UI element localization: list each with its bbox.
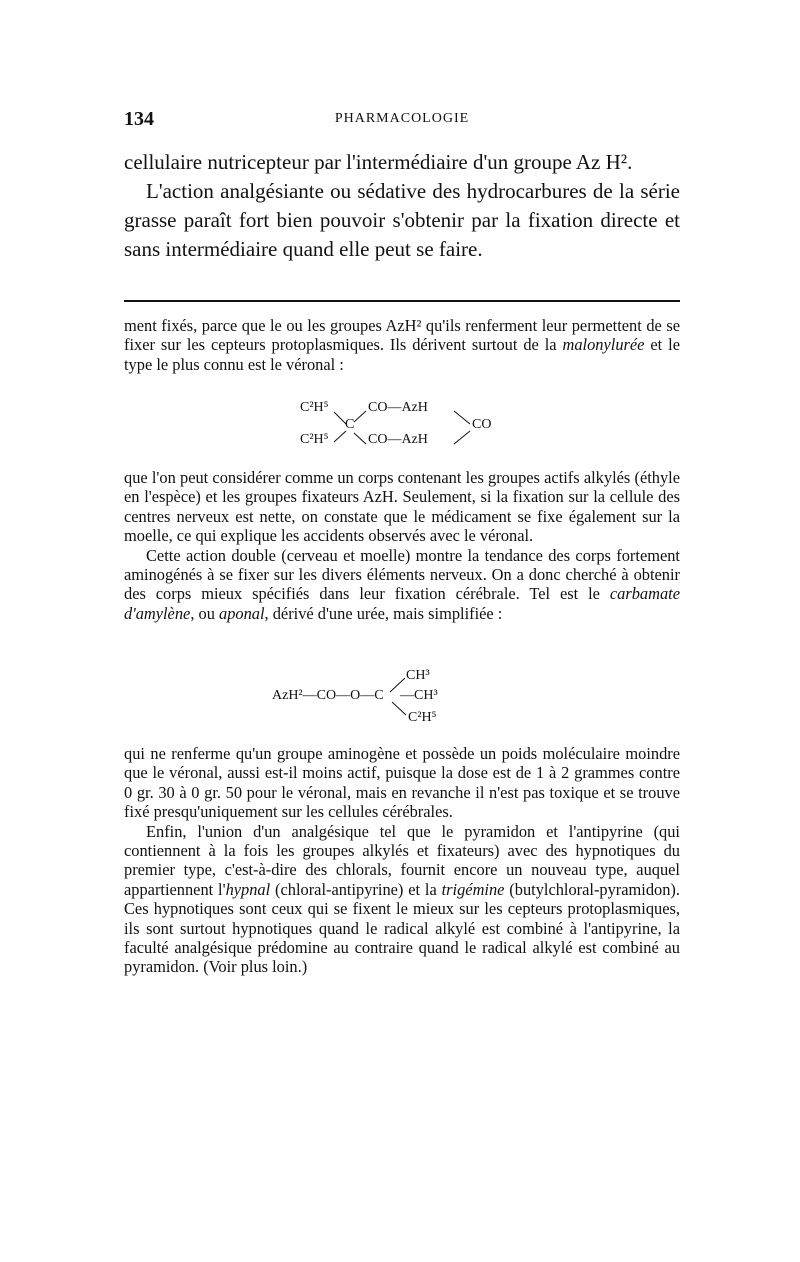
footnote-p1-text-b: et le type le plus connu est le véronal :: [124, 335, 680, 374]
aponal-methyl-middle: —CH³: [400, 688, 438, 703]
footnote-paragraph-4: qui ne renferme qu'un groupe aminogène et possède un poids moléculaire moindre que le véronal, aussi est-il moins actif, puisque la dose est de 1 à 2 grammes contre 0 gr. 30 à 0 gr. 50 pour le véronal, mais en revanche il n'est pas toxique et se trouve fixé presqu'uniquement sur les cellules cérébrales.: [124, 744, 680, 822]
footnote-p5-text-b: (chloral-antipyrine) et la: [270, 879, 442, 899]
footnote-paragraph-5: [124, 822, 680, 977]
veronal-co-azh-top: CO—AzH: [368, 400, 428, 415]
main-paragraph-2: L'action analgésiante ou sédative des hydrocarbures de la série grasse paraît fort bien pouvoir s'obtenir par la fixation directe et sans intermédiaire quand elle peut se faire.: [124, 179, 680, 261]
footnote-block-1: [124, 316, 680, 374]
footnote-p5-text-a: Enfin, l'union d'un analgésique tel que le pyramidon et l'antipyrine (qui contiennent à la fois les groupes alkylés et fixateurs) avec des hypnotiques du premier type, c'est-à-dire des chlorals, fournit encore un nouveau type, auquel appartiennent l': [124, 821, 680, 899]
footnote-p3-text-b: , ou: [190, 603, 219, 623]
footnote-block-3: [124, 744, 680, 977]
main-text: [124, 148, 680, 264]
running-title: PHARMACOLOGIE: [334, 111, 470, 126]
term-aponal: aponal: [219, 603, 265, 623]
veronal-co-right: CO: [472, 417, 492, 432]
footnote-separator: [124, 300, 680, 302]
term-malonyluree: malonylurée: [562, 335, 645, 355]
term-hypnal: hypnal: [225, 879, 271, 899]
term-carbamate-amylene: carbamate d'amylène: [124, 584, 680, 623]
veronal-formula: [300, 400, 540, 456]
footnote-p3-text-a: Cette action double (cerveau et moelle) montre la tendance des corps fortement aminogénés à se fixer sur les divers éléments nerveux. On a donc cherché à obtenir des corps mieux spécifiés dans leur fixation cérébrale. Tel est le: [124, 545, 680, 604]
aponal-methyl-middle-text: CH³: [414, 688, 438, 703]
footnote-block-2: [124, 468, 680, 623]
aponal-formula: [272, 668, 532, 734]
aponal-ethyl: C²H⁵: [408, 710, 437, 725]
page-header: [124, 108, 680, 134]
footnote-p3-text-c: , dérivé d'une urée, mais simplifiée :: [264, 603, 503, 623]
veronal-carbon: C: [345, 417, 355, 432]
footnote-p1-text-a: ment fixés, parce que le ou les groupes AzH² qu'ils renferment leur permettent de se fixer sur les cepteurs protoplasmiques. Ils dérivent surtout de la: [124, 316, 680, 355]
footnote-paragraph-2: que l'on peut considérer comme un corps contenant les groupes actifs alkylés (éthyle en l'espèce) et les groupes fixateurs AzH. Seulement, si la fixation sur la cellule des centres nerveux est nette, on constate que le médicament se fixe également sur la moelle, ce qui explique les accidents observés avec le véronal.: [124, 468, 680, 546]
aponal-methyl-top: CH³: [406, 668, 430, 683]
veronal-ethyl-top: C²H⁵: [300, 400, 329, 415]
aponal-chain: AzH²—CO—O—C: [272, 688, 384, 703]
footnote-p5-text-c: (butylchloral-pyramidon). Ces hypnotiques sont ceux qui se fixent le mieux sur les cepteurs protoplasmiques, ils sont surtout hypnotiques quand le radical alkylé est combiné à l'antipyrine, la faculté analgésique prédomine au contraire quand le radical alkylé est combiné au pyramidon. (Voir plus loin.): [124, 879, 680, 977]
footnote-paragraph-3: [124, 546, 680, 624]
main-paragraph-1: cellulaire nutricepteur par l'intermédiaire d'un groupe Az H².: [124, 150, 633, 174]
term-trigemine: trigémine: [441, 879, 505, 899]
page-number: 134: [124, 108, 154, 130]
footnote-paragraph-1: [124, 316, 680, 374]
veronal-co-azh-bottom: CO—AzH: [368, 432, 428, 447]
veronal-ethyl-bottom: C²H⁵: [300, 432, 329, 447]
